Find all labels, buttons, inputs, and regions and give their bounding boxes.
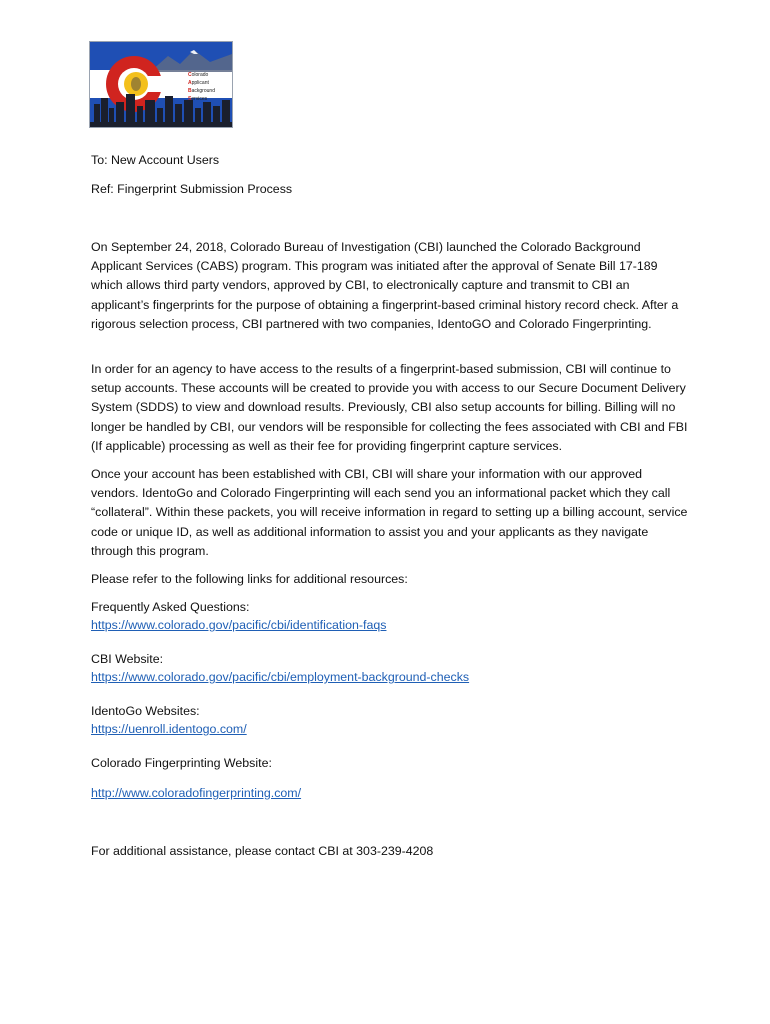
colorado-fingerprinting-label: Colorado Fingerprinting Website: bbox=[91, 756, 272, 770]
paragraph-account-setup bbox=[91, 360, 691, 456]
logo-word-colorado: Colorado bbox=[188, 72, 209, 78]
cabs-logo bbox=[89, 41, 233, 128]
logo-wordmark bbox=[188, 71, 215, 103]
logo-word-services: Services bbox=[188, 96, 208, 102]
colorado-fingerprinting-link-wrap bbox=[91, 784, 301, 803]
paragraph-3-text: Once your account has been established with CBI, CBI will share your information with our approved vendors. IdentoGo and Colorado Fingerprinting will each send you an informational packet which they call “collateral”. Within these packets, you will receive information in regard to setting up a billing account, service code or unique ID, as well as additional information to assist you and your applicants as they navigate through this program. bbox=[91, 467, 688, 558]
cbi-link-wrap bbox=[91, 668, 469, 687]
faq-link[interactable]: https://www.colorado.gov/pacific/cbi/identification-faqs bbox=[91, 618, 387, 632]
to-line: To: New Account Users bbox=[91, 153, 220, 167]
resources-intro: Please refer to the following links for additional resources: bbox=[91, 572, 408, 586]
cbi-website-link[interactable]: https://www.colorado.gov/pacific/cbi/employment-background-checks bbox=[91, 670, 470, 684]
logo-word-applicant: Applicant bbox=[188, 80, 209, 86]
faq-label: Frequently Asked Questions: bbox=[91, 600, 250, 614]
colorado-fingerprinting-link[interactable]: http://www.coloradofingerprinting.com/ bbox=[91, 786, 302, 800]
identogo-link-wrap bbox=[91, 720, 247, 739]
faq-link-wrap bbox=[91, 616, 386, 635]
paragraph-program-intro bbox=[91, 238, 691, 334]
logo-word-background: Background bbox=[188, 88, 215, 94]
contact-footer: For additional assistance, please contact CBI at 303-239-4208 bbox=[91, 844, 434, 858]
paragraph-2-text: In order for an agency to have access to the results of a fingerprint-based submission, CBI will continue to setup accounts. These accounts will be created to provide you with access to our Secure Document Delivery System (SDDS) to view and download results. Previously, CBI also setup accounts for billing. Billing will no longer be handled by CBI, our vendors will be responsible for collecting the fees associated with CBI and FBI (If applicable) processing as well as their fee for providing fingerprint capture services. bbox=[91, 362, 688, 453]
identogo-link[interactable]: https://uenroll.identogo.com/ bbox=[91, 722, 247, 736]
identogo-label: IdentoGo Websites: bbox=[91, 704, 200, 718]
paragraph-1-text: On September 24, 2018, Colorado Bureau of Investigation (CBI) launched the Colorado Background Applicant Services (CABS) program. This program was initiated after the approval of Senate Bill 17-189 which allows third party vendors, approved by CBI, to electronically capture and transmit to CBI an applicant’s fingerprints for the purpose of obtaining a fingerprint-based criminal history record check. After a rigorous selection process, CBI partnered with two companies, IdentoGO and Colorado Fingerprinting. bbox=[91, 240, 679, 331]
paragraph-vendor-info bbox=[91, 465, 691, 561]
ref-line: Ref: Fingerprint Submission Process bbox=[91, 182, 293, 196]
cbi-website-label: CBI Website: bbox=[91, 652, 164, 666]
